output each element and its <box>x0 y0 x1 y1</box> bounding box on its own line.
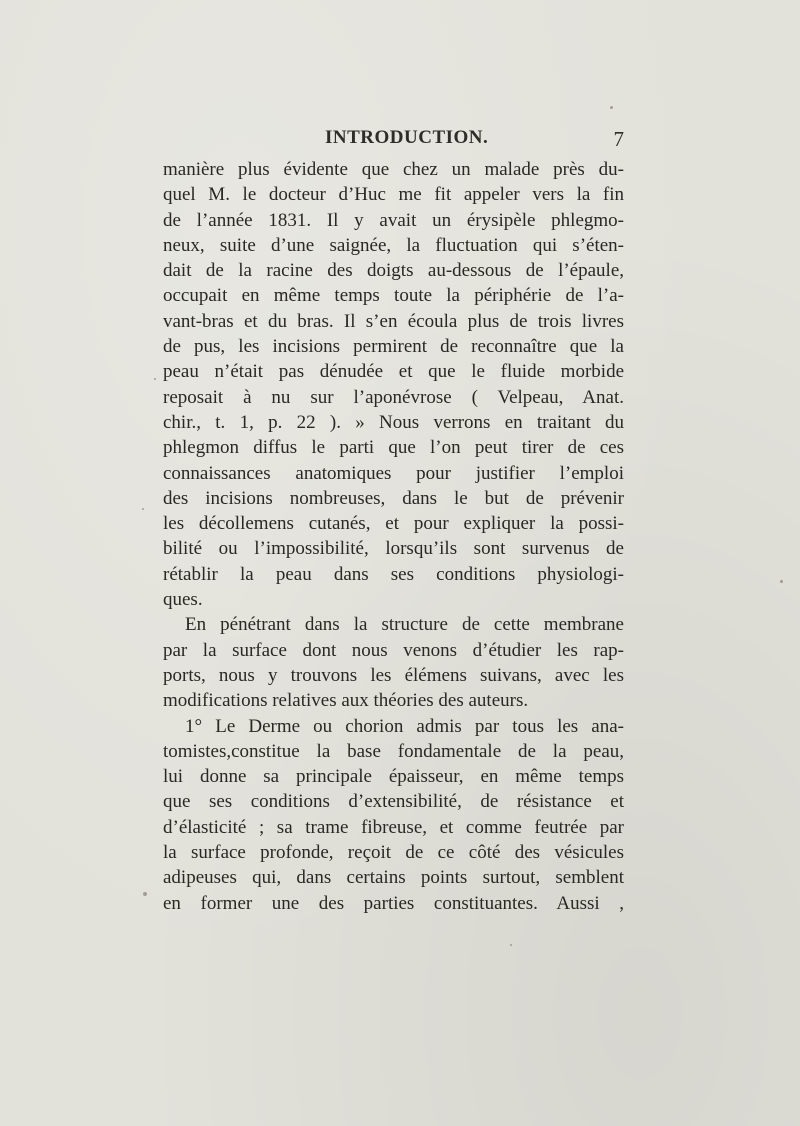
text-line: en former une des parties constituantes. Aussi , <box>163 892 624 914</box>
text-line: connaissances anatomiques pour justifier l’emploi <box>163 462 624 484</box>
text-line: reposait à nu sur l’aponévrose ( Velpeau, Anat. <box>163 386 624 408</box>
paragraph-start-line: En pénétrant dans la structure de cette membrane <box>185 614 624 636</box>
text-line: modifications relatives aux théories des auteurs. <box>163 690 529 712</box>
body-text <box>163 157 624 916</box>
running-title: INTRODUCTION. <box>325 127 489 148</box>
text-line: bilité ou l’impossibilité, lorsqu’ils sont survenus de <box>163 538 624 560</box>
text-line: la surface profonde, reçoit de ce côté des vésicules <box>163 842 624 864</box>
text-line: quel M. le docteur d’Huc me fit appeler vers la fin <box>163 184 624 206</box>
text-line: occupait en même temps toute la périphérie de l’a- <box>163 285 624 307</box>
page-header <box>160 127 624 153</box>
text-line: des incisions nombreuses, dans le but de prévenir <box>163 487 624 509</box>
text-line: tomistes,constitue la base fondamentale de la peau, <box>163 740 624 762</box>
text-line: de l’année 1831. Il y avait un érysipèle phlegmo- <box>163 209 624 231</box>
text-line: ports, nous y trouvons les élémens suivans, avec les <box>163 664 624 686</box>
text-line: les décollemens cutanés, et pour expliquer la possi- <box>163 513 624 535</box>
ink-speck <box>142 508 144 510</box>
text-line: par la surface dont nous venons d’étudier les rap- <box>163 639 624 661</box>
text-line: neux, suite d’une saignée, la fluctuation qui s’éten- <box>163 234 624 256</box>
ink-speck <box>154 378 156 380</box>
ink-speck <box>780 580 783 583</box>
text-line: phlegmon diffus le parti que l’on peut tirer de ces <box>163 437 624 459</box>
text-line: manière plus évidente que chez un malade près du- <box>163 159 624 180</box>
ink-speck <box>510 944 512 946</box>
text-line: que ses conditions d’extensibilité, de résistance et <box>163 791 624 813</box>
ink-speck <box>610 106 613 109</box>
text-line: chir., t. 1, p. 22 ). » Nous verrons en traitant du <box>163 411 624 433</box>
text-line: peau n’était pas dénudée et que le fluide morbide <box>163 361 624 383</box>
ink-speck <box>143 892 147 896</box>
paragraph-start-line: 1° Le Derme ou chorion admis par tous les ana- <box>185 715 624 737</box>
text-line: d’élasticité ; sa trame fibreuse, et comme feutrée par <box>163 816 624 838</box>
text-line: rétablir la peau dans ses conditions physiologi- <box>163 563 624 585</box>
text-line: ques. <box>163 589 203 611</box>
text-line: dait de la racine des doigts au-dessous de l’épaule, <box>163 260 624 282</box>
text-line: vant-bras et du bras. Il s’en écoula plus de trois livres <box>163 310 624 332</box>
text-line: adipeuses qui, dans certains points surtout, semblent <box>163 867 624 889</box>
page-number: 7 <box>613 127 624 151</box>
text-line: lui donne sa principale épaisseur, en même temps <box>163 766 624 788</box>
text-line: de pus, les incisions permirent de reconnaître que la <box>163 336 624 358</box>
